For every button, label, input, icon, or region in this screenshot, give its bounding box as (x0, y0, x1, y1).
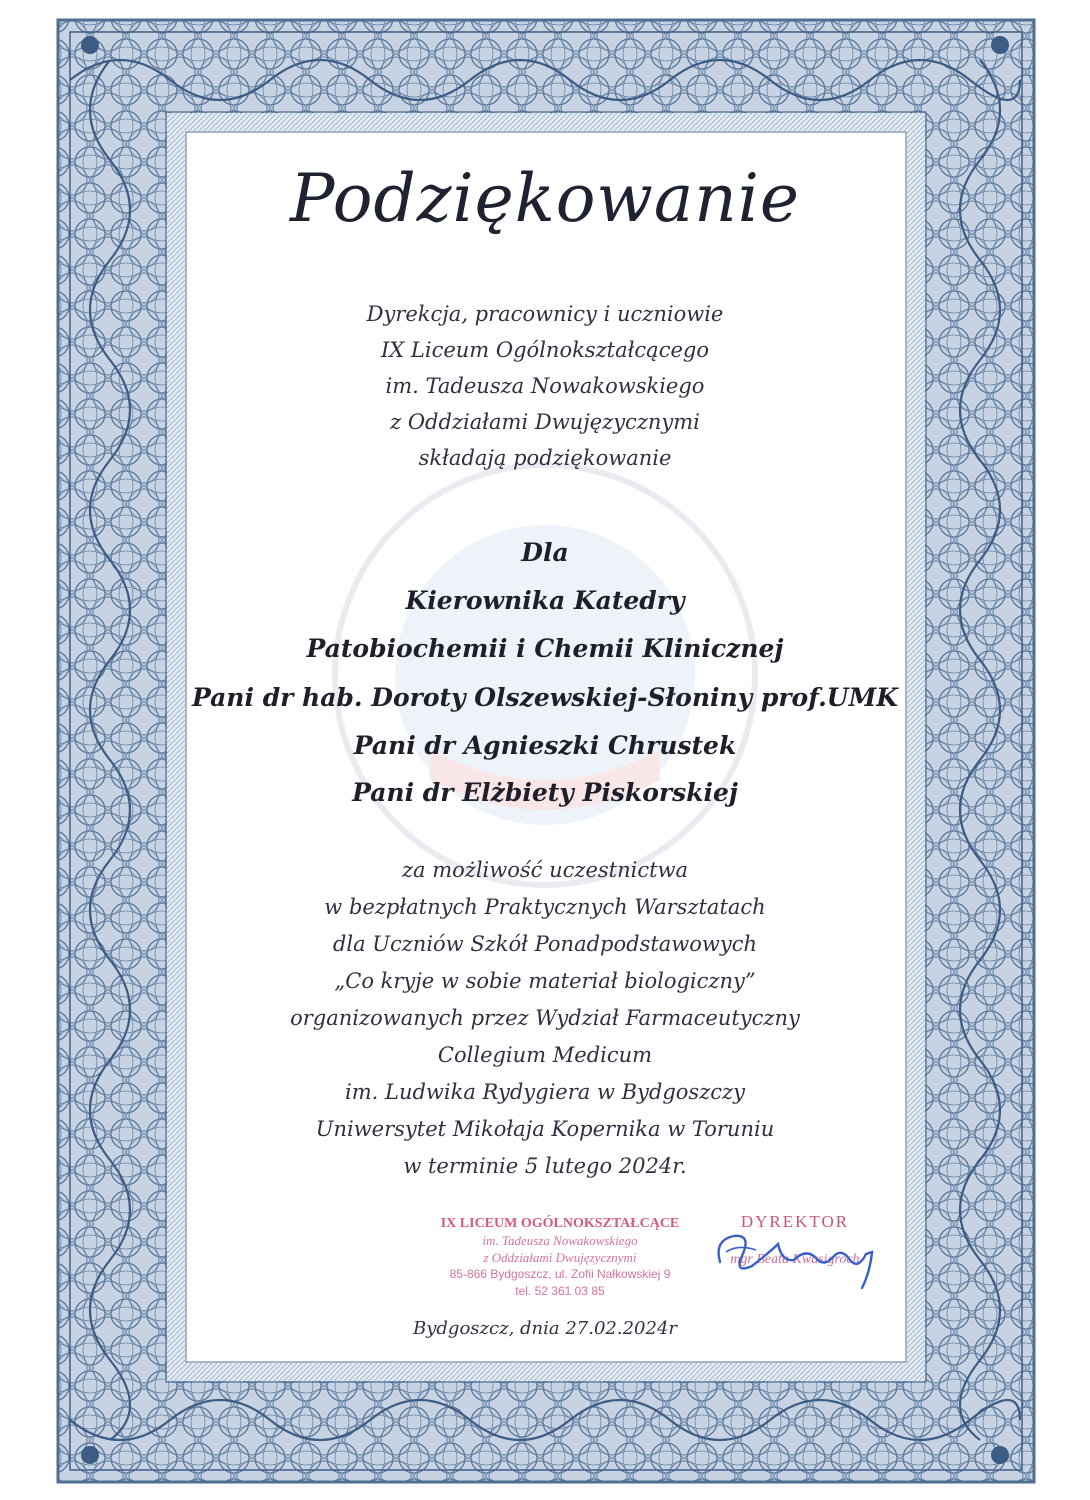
recipient-line: Patobiochemii i Chemii Klinicznej (306, 634, 784, 663)
body-line: dla Uczniów Szkół Ponadpodstawowych (332, 932, 758, 956)
body-line: organizowanych przez Wydział Farmaceutyczny (290, 1006, 800, 1030)
body-line: za możliwość uczestnictwa (401, 858, 689, 882)
intro-line: Dyrekcja, pracownicy i uczniowie (366, 302, 724, 326)
body-line: w terminie 5 lutego 2024r. (403, 1154, 687, 1178)
body-line: im. Ludwika Rydygiera w Bydgoszczy (345, 1080, 745, 1104)
body-line: w bezpłatnych Praktycznych Warsztatach (324, 895, 766, 919)
body-line: Collegium Medicum (437, 1043, 653, 1067)
stamp-phone: tel. 52 361 03 85 (515, 1284, 605, 1298)
stamp-patron: im. Tadeusza Nowakowskiego (482, 1233, 638, 1248)
director-name: mgr Beata Kwasigroch (730, 1252, 860, 1267)
school-stamp (420, 1215, 700, 1300)
stamp-subtitle: z Oddziałami Dwujęzycznymi (483, 1250, 637, 1265)
issue-date: Bydgoszcz, dnia 27.02.2024r (413, 1318, 677, 1339)
recipient-line: Pani dr hab. Doroty Olszewskiej-Słoniny prof.UMK (191, 683, 899, 712)
body-line: Uniwersytet Mikołaja Kopernika w Toruniu (315, 1117, 775, 1141)
director-title: DYREKTOR (740, 1212, 850, 1231)
handwritten-signature (712, 1222, 882, 1292)
intro-line: im. Tadeusza Nowakowskiego (385, 374, 705, 398)
body-line: „Co kryje w sobie materiał biologiczny” (334, 969, 756, 993)
recipient-line: Pani dr Agnieszki Chrustek (353, 731, 737, 760)
certificate-title: Podziękowanie (290, 160, 800, 237)
school-emblem-watermark (320, 450, 770, 900)
stamp-address: 85-866 Bydgoszcz, ul. Zofii Nałkowskiej 9 (449, 1267, 671, 1281)
recipient-line: Kierownika Katedry (405, 586, 685, 615)
stamp-school-name: IX LICEUM OGÓLNOKSZTAŁCĄCE (440, 1216, 680, 1231)
recipient-line: Dla (521, 538, 569, 567)
intro-line: składają podziękowanie (418, 446, 672, 470)
intro-line: IX Liceum Ogólnokształcącego (381, 338, 709, 362)
recipient-line: Pani dr Elżbiety Piskorskiej (352, 778, 738, 807)
intro-line: z Oddziałami Dwujęzycznymi (390, 410, 700, 434)
